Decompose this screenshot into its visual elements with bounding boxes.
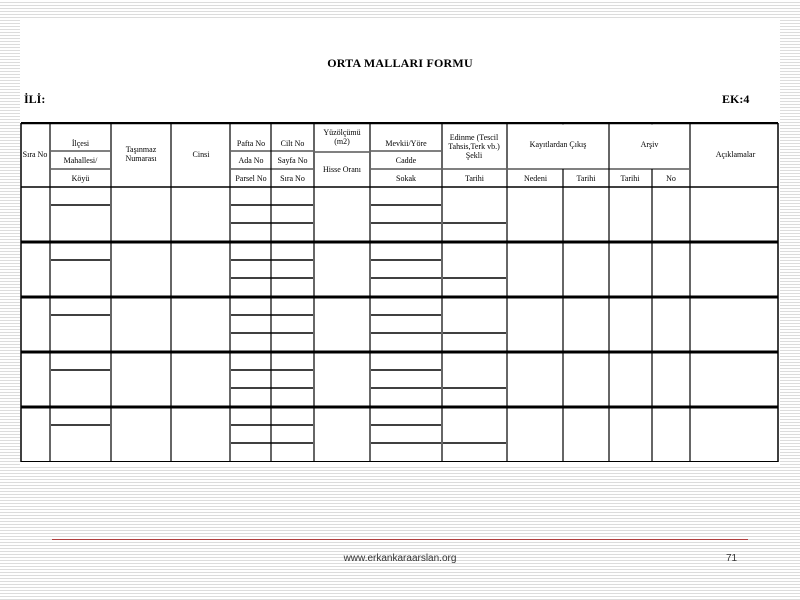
header-sayfa-no: Sayfa No <box>277 155 308 165</box>
header-pafta-no: Pafta No <box>236 138 266 148</box>
header-kayitlardan-cikis: Kayıtlardan Çıkış <box>529 140 587 149</box>
footer-divider <box>52 539 748 540</box>
header-arsiv-tarihi: Tarihi <box>620 173 640 183</box>
header-arsiv-no: No <box>666 173 676 183</box>
header-hisse-orani: Hisse Oranı <box>323 164 361 174</box>
header-tasinmaz-numarasi: Taşınmaz Numarası <box>125 145 157 163</box>
header-arsiv: Arşiv <box>640 140 659 149</box>
header-ada-no: Ada No <box>238 155 264 165</box>
header-edinme-tarihi: Tarihi <box>465 173 484 183</box>
il-label: İLİ: <box>24 92 46 106</box>
header-yuzolcumu: Yüzölçümü (m2) <box>323 128 361 146</box>
header-edinme-sekli: Edinme (Tescil Tahsis,Terk vb.) Şekli <box>448 132 500 160</box>
page-number: 71 <box>726 553 738 564</box>
ek-label: EK:4 <box>722 92 750 106</box>
header-sokak: Sokak <box>396 173 416 183</box>
header-koyu: Köyü <box>71 173 90 183</box>
header-sira-no: Sıra No <box>22 149 48 159</box>
header-cilt-no: Cilt No <box>280 138 305 148</box>
header-nedeni: Nedeni <box>523 173 548 183</box>
header-sira-no-2: Sıra No <box>280 173 305 183</box>
header-cadde: Cadde <box>395 155 417 165</box>
form-page <box>20 20 780 465</box>
form-title: ORTA MALLARI FORMU <box>327 56 473 70</box>
header-mevkii: Mevkii/Yöre <box>385 138 427 148</box>
header-mahallesi: Mahallesi/ <box>63 155 98 165</box>
header-cikis-tarihi: Tarihi <box>576 173 596 183</box>
header-aciklamalar: Açıklamalar <box>715 149 756 159</box>
header-cinsi: Cinsi <box>192 149 210 159</box>
header-ilcesi: İlçesi <box>71 138 90 148</box>
header-parsel-no: Parsel No <box>235 173 267 183</box>
form-table <box>20 122 780 462</box>
footer-url: www.erkankaraarslan.org <box>343 553 457 564</box>
